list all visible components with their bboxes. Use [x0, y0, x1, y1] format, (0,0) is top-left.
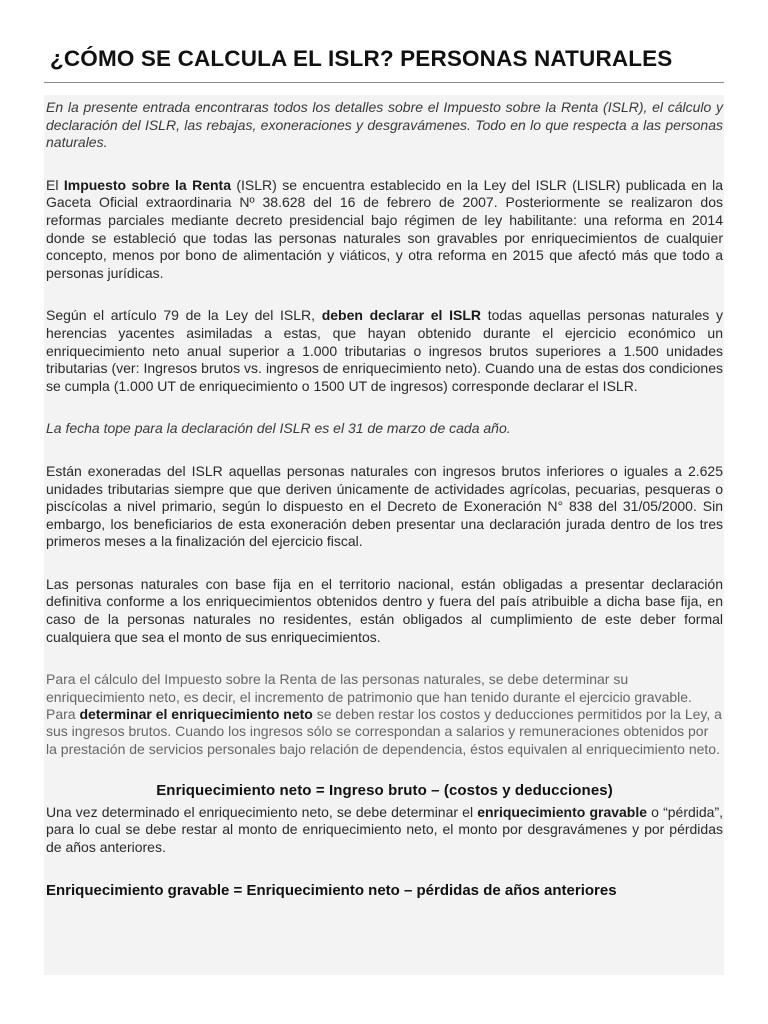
paragraph-exemptions: Están exoneradas del ISLR aquellas personas naturales con ingresos brutos inferiores o iguales a 2.625 unidades tributarias siempre que que deriven únicamente de actividades agrícolas, pecuarias, pesqueras o piscícolas a nivel primario, según lo dispuesto en el Decreto de Exoneración N° 838 del 31/05/2000. Sin embargo, los beneficiarios de esta exoneración deben presentar una declaración jurada dentro de los tres primeros meses a la finalización del ejercicio fiscal.	[46, 462, 723, 550]
article-body	[46, 99, 723, 899]
formula-taxable-income: Enriquecimiento gravable = Enriquecimiento neto – pérdidas de años anteriores	[46, 881, 617, 899]
paragraph-taxable-income: Una vez determinado el enriquecimiento neto, se debe determinar el enriquecimiento gravable o “pérdida”, para lo cual se debe restar al monto de enriquecimiento neto, el monto por desgravámenes y por pérdidas de años anteriores.	[46, 803, 724, 856]
page-title: ¿CÓMO SE CALCULA EL ISLR? PERSONAS NATURALES	[44, 40, 724, 83]
formula-net-income: Enriquecimiento neto = Ingreso bruto – (costos y deducciones)	[156, 782, 613, 800]
bold-phrase: Impuesto sobre la Renta	[63, 176, 231, 193]
paragraph-who-declares: Según el artículo 79 de la Ley del ISLR, deben declarar el ISLR todas aquellas personas naturales y herencias yacentes asimiladas a estas, que hayan obtenido durante el ejercicio económico un enriquecimiento neto anual superior a 1.000 tributarias o ingresos brutos superiores a 1.500 unidades tributarias (ver: Ingresos brutos vs. ingresos de enriquecimiento neto). Cuando una de estas dos condiciones se cumpla (1.000 UT de enriquecimiento o 1500 UT de ingresos) corresponde declarar el ISLR.	[46, 307, 723, 394]
bold-phrase: deben declarar el ISLR	[321, 307, 482, 324]
article-header	[44, 40, 724, 83]
paragraph-islr-law: El Impuesto sobre la Renta (ISLR) se encuentra establecido en la Ley del ISLR (LISLR) publicada en la Gaceta Oficial extraordinaria Nº 38.628 del 16 de febrero de 2007. Posteriormente se realizaron dos reformas parciales mediante decreto presidencial bajo régimen de ley habilitante: una reforma en 2014 donde se estableció que todas las personas naturales son gravables por enriquecimientos de cualquier concepto, menos por bono de alimentación y viáticos, y otra reforma en 2015 que afectó más que todo a personas jurídicas.	[46, 176, 723, 281]
paragraph-fixed-base: Las personas naturales con base fija en el territorio nacional, están obligadas a presentar declaración definitiva conforme a los enriquecimientos obtenidos dentro y fuera del país atribuible a dicha base fija, en caso de la personas naturales no residentes, están obligados al cumplimiento de este deber formal cualquiera que sea el monto de sus enriquecimientos.	[46, 575, 723, 645]
deadline-note: La fecha tope para la declaración del ISLR es el 31 de marzo de cada año.	[46, 420, 511, 437]
intro-paragraph: En la presente entrada encontraras todos los detalles sobre el Impuesto sobre la Renta (ISLR), el cálculo y declaración del ISLR, las rebajas, exoneraciones y desgravámenes. Todo en lo que respecta a las personas naturales.	[46, 99, 723, 151]
bold-phrase: determinar el enriquecimiento neto	[79, 706, 313, 723]
paragraph-net-income: Para el cálculo del Impuesto sobre la Renta de las personas naturales, se debe determinar su enriquecimiento neto, es decir, el incremento de patrimonio que han tenido durante el ejercicio gravable. Para determinar el enriquecimiento neto se deben restar los costos y deducciones permitidos por la Ley, a sus ingresos brutos. Cuando los ingresos sólo se correspondan a salarios y remuneraciones obtenidos por la prestación de servicios personales bajo relación de dependencia, éstos equivalen al enriquecimiento neto.	[46, 671, 722, 757]
bold-phrase: enriquecimiento gravable	[477, 803, 648, 820]
